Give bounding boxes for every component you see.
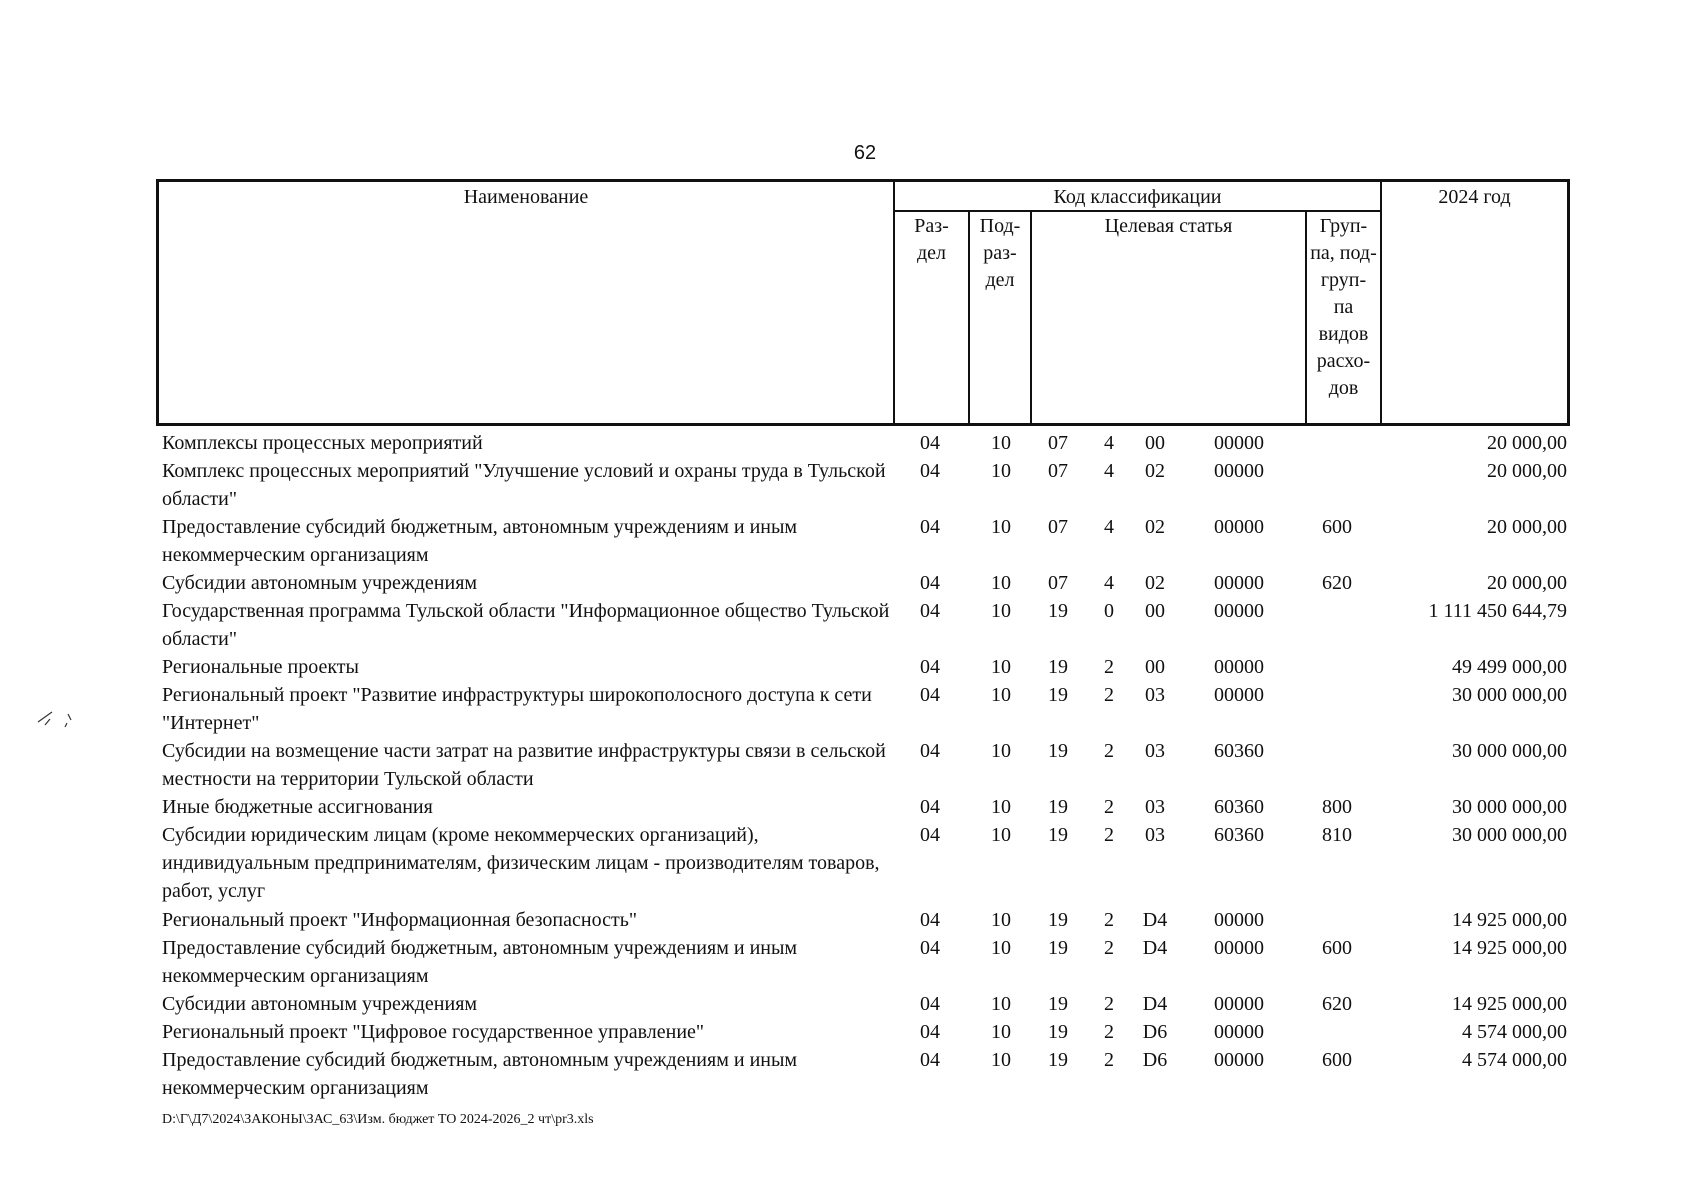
row-celevaya-2: 2	[1104, 937, 1114, 959]
header-classification: Код классификации	[1053, 186, 1222, 208]
file-path-footer: D:\Г\Д7\2024\ЗАКОНЫ\ЗАС_63\Изм. бюджет ТО 2024-2026_2 чт\pr3.xls	[162, 1112, 594, 1127]
row-celevaya-2: 2	[1104, 1021, 1114, 1043]
row-name: Субсидии автономным учреждениям	[162, 993, 478, 1015]
row-name: Предоставление субсидий бюджетным, автономным учреждениям и иным некоммерческим организациям	[162, 1049, 798, 1099]
row-sum: 20 000,00	[1487, 432, 1567, 454]
header-razdel: Раз- дел	[914, 215, 949, 264]
row-razdel: 04	[920, 432, 940, 454]
row-celevaya-1: 19	[1048, 824, 1068, 846]
row-podrazdel: 10	[991, 572, 1011, 594]
row-celevaya-3: D6	[1142, 1049, 1168, 1071]
row-celevaya-2: 2	[1104, 824, 1114, 846]
row-sum: 30 000 000,00	[1452, 824, 1567, 846]
row-podrazdel: 10	[991, 460, 1011, 482]
row-sum: 14 925 000,00	[1452, 909, 1567, 931]
row-name: Предоставление субсидий бюджетным, автономным учреждениям и иным некоммерческим организациям	[162, 937, 798, 987]
row-razdel: 04	[920, 993, 940, 1015]
row-razdel: 04	[920, 516, 940, 538]
row-celevaya-3: 02	[1145, 572, 1165, 594]
row-celevaya-3: 00	[1145, 656, 1165, 678]
row-name: Предоставление субсидий бюджетным, автономным учреждениям и иным некоммерческим организациям	[162, 516, 798, 566]
row-celevaya-1: 19	[1048, 909, 1068, 931]
row-sum: 30 000 000,00	[1452, 796, 1567, 818]
row-celevaya-3: 03	[1145, 796, 1165, 818]
row-celevaya-3: 02	[1145, 460, 1165, 482]
header-year: 2024 год	[1438, 186, 1511, 208]
row-celevaya-4: 00000	[1214, 937, 1264, 959]
row-celevaya-1: 19	[1048, 656, 1068, 678]
row-celevaya-4: 00000	[1214, 572, 1264, 594]
row-sum: 14 925 000,00	[1452, 993, 1567, 1015]
row-vid-raskhodov: 620	[1322, 572, 1352, 594]
row-vid-raskhodov: 810	[1322, 824, 1352, 846]
row-razdel: 04	[920, 600, 940, 622]
row-name: Региональный проект "Информационная безопасность"	[162, 909, 637, 931]
row-podrazdel: 10	[991, 1049, 1011, 1071]
row-vid-raskhodov: 600	[1322, 937, 1352, 959]
header-celevaya-statya: Целевая статья	[1104, 215, 1233, 237]
row-celevaya-2: 2	[1104, 1049, 1114, 1071]
row-name: Субсидии на возмещение части затрат на развитие инфраструктуры связи в сельской местности на территории Тульской области	[162, 740, 886, 790]
divider	[1380, 182, 1382, 423]
row-vid-raskhodov: 600	[1322, 1049, 1352, 1071]
row-celevaya-4: 00000	[1214, 600, 1264, 622]
row-razdel: 04	[920, 460, 940, 482]
row-razdel: 04	[920, 1021, 940, 1043]
row-razdel: 04	[920, 572, 940, 594]
row-celevaya-1: 19	[1048, 740, 1068, 762]
row-celevaya-3: 03	[1145, 824, 1165, 846]
row-celevaya-2: 2	[1104, 684, 1114, 706]
row-celevaya-1: 19	[1048, 1021, 1068, 1043]
row-podrazdel: 10	[991, 656, 1011, 678]
row-celevaya-4: 00000	[1214, 1021, 1264, 1043]
scan-marks	[30, 700, 80, 790]
row-celevaya-4: 00000	[1214, 684, 1264, 706]
row-celevaya-2: 2	[1104, 993, 1114, 1015]
row-podrazdel: 10	[991, 1021, 1011, 1043]
row-celevaya-4: 60360	[1214, 796, 1264, 818]
row-celevaya-4: 00000	[1214, 656, 1264, 678]
row-celevaya-1: 19	[1048, 993, 1068, 1015]
row-sum: 30 000 000,00	[1452, 740, 1567, 762]
divider	[1030, 212, 1032, 423]
row-podrazdel: 10	[991, 432, 1011, 454]
row-celevaya-1: 19	[1048, 937, 1068, 959]
row-celevaya-3: D4	[1142, 909, 1168, 931]
header-vid-raskhodov: Груп- па, под- груп- па видов расхо- дов	[1310, 215, 1377, 399]
row-razdel: 04	[920, 684, 940, 706]
row-celevaya-2: 2	[1104, 909, 1114, 931]
row-vid-raskhodov: 620	[1322, 993, 1352, 1015]
row-celevaya-2: 2	[1104, 740, 1114, 762]
row-razdel: 04	[920, 656, 940, 678]
row-celevaya-4: 60360	[1214, 824, 1264, 846]
table-header	[156, 179, 1570, 426]
row-sum: 1 111 450 644,79	[1428, 600, 1567, 622]
row-celevaya-3: D4	[1142, 993, 1168, 1015]
header-name: Наименование	[463, 186, 589, 208]
row-podrazdel: 10	[991, 937, 1011, 959]
header-podrazdel: Под- раз- дел	[979, 215, 1021, 291]
row-name: Региональные проекты	[162, 656, 359, 678]
row-podrazdel: 10	[991, 909, 1011, 931]
row-name: Субсидии автономным учреждениям	[162, 572, 478, 594]
row-celevaya-2: 4	[1104, 460, 1114, 482]
row-podrazdel: 10	[991, 600, 1011, 622]
row-podrazdel: 10	[991, 740, 1011, 762]
row-razdel: 04	[920, 740, 940, 762]
row-name: Комплекс процессных мероприятий "Улучшение условий и охраны труда в Тульской области"	[162, 460, 886, 510]
row-celevaya-4: 00000	[1214, 993, 1264, 1015]
row-celevaya-4: 00000	[1214, 1049, 1264, 1071]
row-razdel: 04	[920, 937, 940, 959]
row-name: Комплексы процессных мероприятий	[162, 432, 483, 454]
row-podrazdel: 10	[991, 824, 1011, 846]
page-number: 62	[853, 142, 877, 164]
row-razdel: 04	[920, 796, 940, 818]
row-celevaya-3: 03	[1145, 684, 1165, 706]
row-celevaya-4: 60360	[1214, 740, 1264, 762]
row-celevaya-2: 4	[1104, 572, 1114, 594]
row-vid-raskhodov: 600	[1322, 516, 1352, 538]
row-celevaya-1: 07	[1048, 432, 1068, 454]
row-razdel: 04	[920, 1049, 940, 1071]
row-sum: 4 574 000,00	[1462, 1021, 1567, 1043]
row-celevaya-3: 00	[1145, 432, 1165, 454]
row-name: Региональный проект "Цифровое государственное управление"	[162, 1021, 705, 1043]
row-sum: 20 000,00	[1487, 460, 1567, 482]
row-celevaya-3: D4	[1142, 937, 1168, 959]
row-sum: 14 925 000,00	[1452, 937, 1567, 959]
row-sum: 20 000,00	[1487, 516, 1567, 538]
row-celevaya-2: 4	[1104, 516, 1114, 538]
row-podrazdel: 10	[991, 796, 1011, 818]
row-podrazdel: 10	[991, 684, 1011, 706]
row-celevaya-4: 00000	[1214, 516, 1264, 538]
row-celevaya-1: 19	[1048, 796, 1068, 818]
row-sum: 20 000,00	[1487, 572, 1567, 594]
row-celevaya-4: 00000	[1214, 432, 1264, 454]
row-celevaya-3: D6	[1142, 1021, 1168, 1043]
row-celevaya-3: 03	[1145, 740, 1165, 762]
row-name: Региональный проект "Развитие инфраструктуры широкополосного доступа к сети "Интернет"	[162, 684, 872, 734]
row-celevaya-2: 2	[1104, 656, 1114, 678]
row-razdel: 04	[920, 824, 940, 846]
row-celevaya-2: 0	[1104, 600, 1114, 622]
row-celevaya-1: 19	[1048, 684, 1068, 706]
row-razdel: 04	[920, 909, 940, 931]
row-celevaya-1: 07	[1048, 516, 1068, 538]
row-podrazdel: 10	[991, 993, 1011, 1015]
row-celevaya-2: 2	[1104, 796, 1114, 818]
row-celevaya-3: 02	[1145, 516, 1165, 538]
row-celevaya-3: 00	[1145, 600, 1165, 622]
row-celevaya-1: 07	[1048, 460, 1068, 482]
row-celevaya-1: 07	[1048, 572, 1068, 594]
row-celevaya-4: 00000	[1214, 460, 1264, 482]
row-sum: 4 574 000,00	[1462, 1049, 1567, 1071]
row-celevaya-1: 19	[1048, 1049, 1068, 1071]
row-podrazdel: 10	[991, 516, 1011, 538]
row-name: Государственная программа Тульской области "Информационное общество Тульской области"	[162, 600, 890, 650]
row-sum: 49 499 000,00	[1452, 656, 1567, 678]
row-sum: 30 000 000,00	[1452, 684, 1567, 706]
row-name: Иные бюджетные ассигнования	[162, 796, 433, 818]
row-name: Субсидии юридическим лицам (кроме некоммерческих организаций), индивидуальным предпринимателям, физическим лицам - производителям товаров, работ, услуг	[162, 824, 880, 902]
row-vid-raskhodov: 800	[1322, 796, 1352, 818]
row-celevaya-4: 00000	[1214, 909, 1264, 931]
row-celevaya-1: 19	[1048, 600, 1068, 622]
row-celevaya-2: 4	[1104, 432, 1114, 454]
